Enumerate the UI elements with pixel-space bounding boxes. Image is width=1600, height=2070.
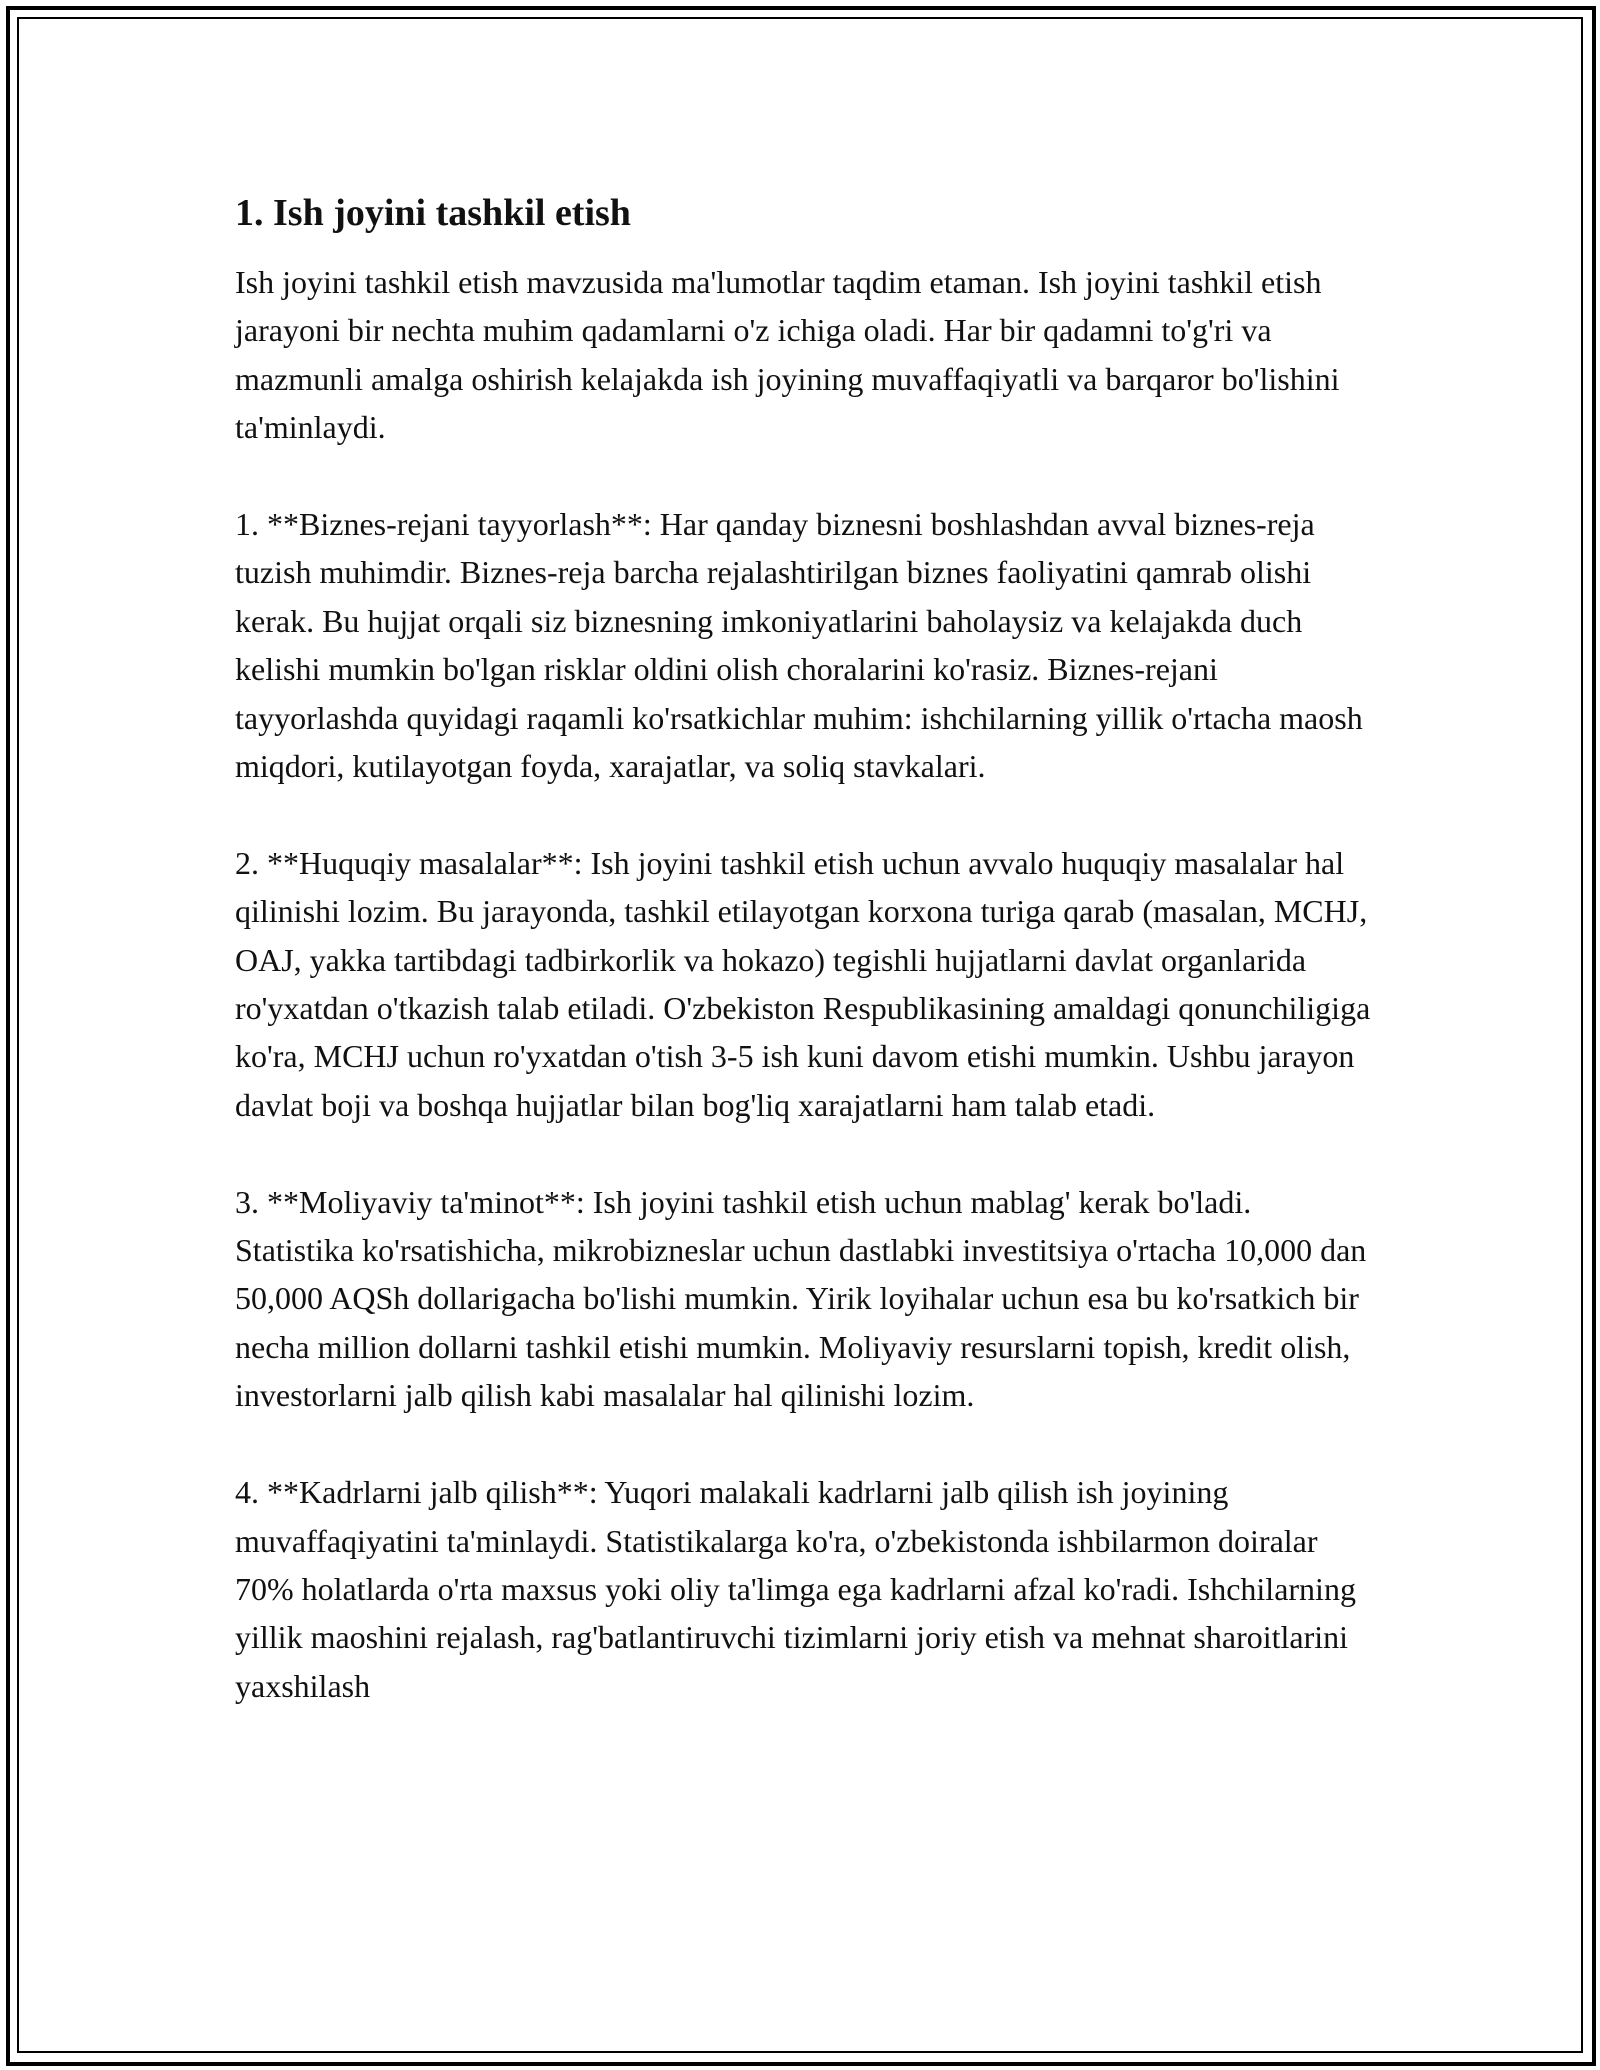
document-body [235, 188, 1375, 1759]
paragraph-legal-issues: 2. **Huquqiy masalalar**: Ish joyini tashkil etish uchun avvalo huquqiy masalalar hal qilinishi lozim. Bu jarayonda, tashkil etilayotgan korxona turiga qarab (masalan, MCHJ, OAJ, yakka tartibdagi tadbirkorlik va hokazo) tegishli hujjatlarni davlat organlarida ro'yxatdan o'tkazish talab etiladi. O'zbekiston Respublikasining amaldagi qonunchiligiga ko'ra, MCHJ uchun ro'yxatdan o'tish 3-5 ish kuni davom etishi mumkin. Ushbu jarayon davlat boji va boshqa hujjatlar bilan bog'liq xarajatlarni ham talab etadi. [235, 844, 1371, 1123]
paragraph-business-plan: 1. **Biznes-rejani tayyorlash**: Har qanday biznesni boshlashdan avval biznes-reja tuzish muhimdir. Biznes-reja barcha rejalashtirilgan biznes faoliyatini qamrab olishi kerak. Bu hujjat orqali siz biznesning imkoniyatlarini baholaysiz va kelajakda duch kelishi mumkin bo'lgan risklar oldini olish choralarini ko'rasiz. Biznes-rejani tayyorlashda quyidagi raqamli ko'rsatkichlar muhim: ishchilarning yillik o'rtacha maosh miqdori, kutilayotgan foyda, xarajatlar, va soliq stavkalari. [235, 506, 1363, 785]
document-title: 1. Ish joyini tashkil etish [235, 192, 631, 234]
paragraph-financing: 3. **Moliyaviy ta'minot**: Ish joyini tashkil etish uchun mablag' kerak bo'ladi. Statistika ko'rsatishicha, mikrobiznеslar uchun dastlabki investitsiya o'rtacha 10,000 dan 50,000 AQSh dollarigacha bo'lishi mumkin. Yirik loyihalar uchun esa bu ko'rsatkich bir necha million dollarni tashkil etishi mumkin. Moliyaviy resurslarni topish, kredit olish, investorlarni jalb qilish kabi masalalar hal qilinishi lozim. [235, 1183, 1367, 1414]
intro-paragraph: Ish joyini tashkil etish mavzusida ma'lumotlar taqdim etaman. Ish joyini tashkil etish jarayoni bir nechta muhim qadamlarni o'z ichiga oladi. Har bir qadamni to'g'ri va mazmunli amalga oshirish kelajakda ish joyining muvaffaqiyatli va barqaror bo'lishini ta'minlaydi. [235, 264, 1340, 446]
paragraph-staffing: 4. **Kadrlarni jalb qilish**: Yuqori malakali kadrlarni jalb qilish ish joyining muvaffaqiyatini ta'minlaydi. Statistikalarga ko'ra, o'zbekistonda ishbilarmon doiralar 70% holatlarda o'rta maxsus yoki oliy ta'limga ega kadrlarni afzal ko'radi. Ishchilarning yillik maoshini rejalash, rag'batlantiruvchi tizimlarni joriy etish va mehnat sharoitlarini yaxshilash [235, 1474, 1356, 1704]
